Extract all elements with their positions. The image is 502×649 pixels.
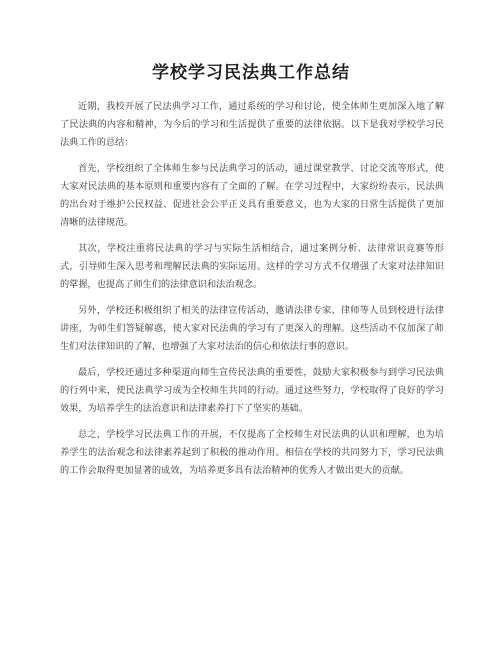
- paragraph-first: 首先，学校组织了全体师生参与民法典学习的活动，通过课堂教学、讨论交流等形式，使大家对民法典的基本原则和重要内容有了全面的了解。在学习过程中，大家纷纷表示，民法典的出台对于维护公民权益、促进社会公平正义具有重要意义，也为大家的日常生活提供了更加清晰的法律规范。: [60, 163, 444, 228]
- paragraph-third: 另外，学校还积极组织了相关的法律宣传活动，邀请法律专家、律师等人员到校进行法律讲座，为师生们答疑解惑，使大家对民法典的学习有了更深入的理解。这些活动不仅加深了师生们对法律知识的了解，也增强了大家对法治的信心和依法行事的意识。: [60, 305, 444, 352]
- paragraph-conclusion: 总之，学校学习民法典工作的开展，不仅提高了全校师生对民法典的认识和理解，也为培养学生的法治观念和法律素养起到了积极的推动作用。相信在学校的共同努力下，学习民法典的工作会取得更加显著的成效，为培养更多具有法治精神的优秀人才做出更大的贡献。: [60, 429, 444, 476]
- paragraph-fourth: 最后，学校还通过多种渠道向师生宣传民法典的重要性，鼓励大家积极参与到学习民法典的行列中来，使民法典学习成为全校师生共同的行动。通过这些努力，学校取得了良好的学习效果，为培养学生的法治意识和法律素养打下了坚实的基础。: [60, 367, 444, 414]
- document-body: [60, 98, 444, 488]
- paragraph-intro: 近期，我校开展了民法典学习工作，通过系统的学习和讨论，使全体师生更加深入地了解了民法典的内容和精神，为今后的学习和生活提供了重要的法律依据。以下是我对学校学习民法典工作的总结：: [60, 101, 444, 148]
- document-title: 学校学习民法典工作总结: [152, 63, 350, 83]
- paragraph-second: 其次，学校注重将民法典的学习与实际生活相结合，通过案例分析、法律常识竞赛等形式，引导师生深入思考和理解民法典的实际运用。这样的学习方式不仅增强了大家对法律知识的掌握，也提高了师生们的法律意识和法治观念。: [60, 243, 444, 290]
